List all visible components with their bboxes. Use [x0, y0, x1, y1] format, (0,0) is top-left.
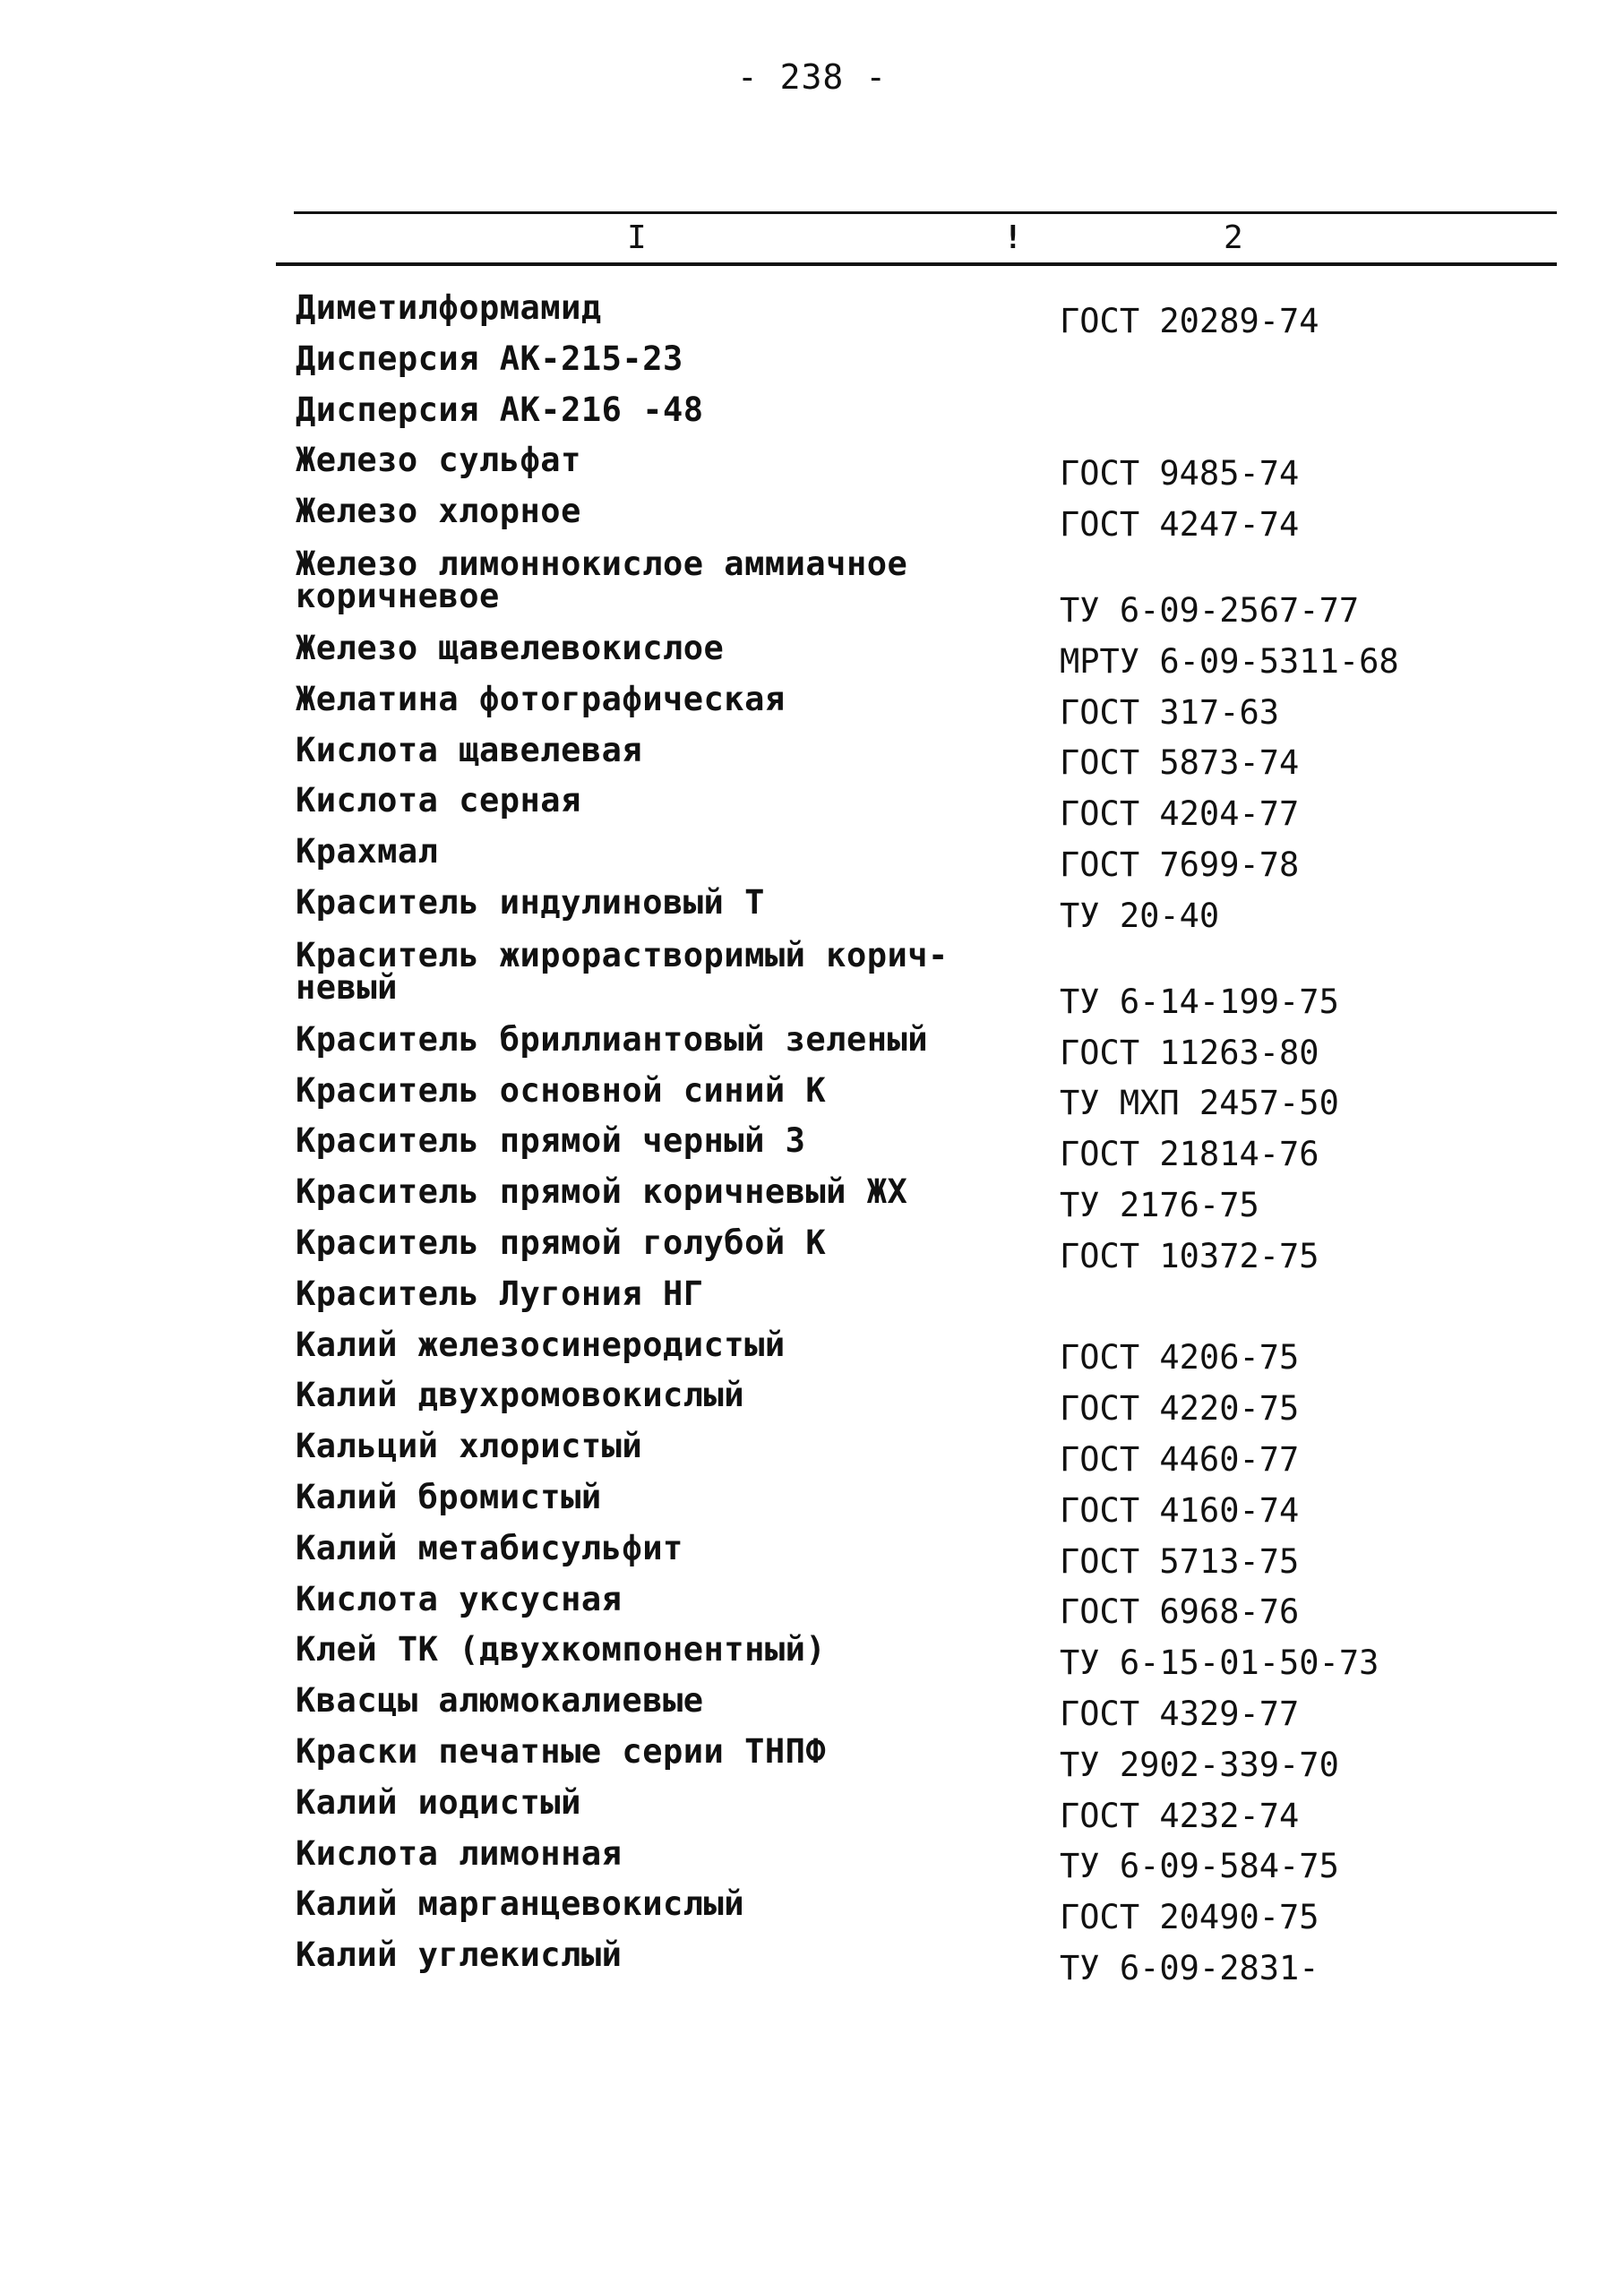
table-row [296, 779, 1568, 834]
table-row [296, 1730, 1568, 1784]
page-number: - 238 - [736, 57, 888, 97]
table-row [296, 1781, 1568, 1835]
table-row [296, 1018, 1568, 1072]
column-header-1: I [627, 219, 647, 256]
material-name: Краски печатные серии ТНПФ [296, 1731, 827, 1771]
standard-ref: ГОСТ 11263-80 [1060, 1033, 1319, 1072]
standard-ref: ГОСТ 20289-74 [1060, 301, 1319, 340]
standard-ref: ТУ 20-40 [1060, 896, 1220, 935]
material-name: Кислота уксусная [296, 1579, 623, 1618]
material-name: Калий углекислый [296, 1935, 623, 1975]
material-name: Калий метабисульфит [296, 1528, 683, 1567]
material-name: Квасцы алюмокалиевые [296, 1681, 704, 1721]
table-row [296, 1069, 1568, 1123]
table-row [296, 287, 1568, 338]
standard-ref: ТУ 2902-339-70 [1060, 1745, 1339, 1784]
standard-ref: ГОСТ 9485-74 [1060, 454, 1300, 494]
material-name: Дисперсия АК-216 -48 [296, 390, 704, 429]
standard-ref: ГОСТ 4232-74 [1060, 1796, 1300, 1835]
table-row [296, 338, 1568, 389]
standard-ref: ГОСТ 21814-76 [1060, 1135, 1319, 1174]
material-name: Диметилформамид [296, 288, 602, 327]
material-name: Краситель Лугония НГ [296, 1274, 704, 1313]
standard-ref: ГОСТ 6968-76 [1060, 1592, 1300, 1632]
standard-ref: ТУ 6-09-584-75 [1060, 1847, 1339, 1886]
standard-ref: ГОСТ 4204-77 [1060, 794, 1300, 834]
material-name: Желатина фотографическая [296, 679, 786, 718]
table-row [296, 1120, 1568, 1174]
material-name: Краситель прямой коричневый ЖХ [296, 1172, 908, 1212]
standard-ref: ГОСТ 4247-74 [1060, 504, 1300, 544]
table-row [296, 729, 1568, 783]
table-row [296, 932, 1568, 1021]
material-name: Калий железосинеродистый [296, 1325, 786, 1364]
material-name: Краситель основной синий К [296, 1070, 827, 1110]
standard-ref: ТУ 6-14-199-75 [1060, 982, 1339, 1021]
table-row [296, 1628, 1568, 1683]
standard-ref: ГОСТ 4206-75 [1060, 1338, 1300, 1378]
material-name: Краситель прямой голубой К [296, 1223, 827, 1262]
material-name: Железо лимоннокислое аммиачное коричневое [296, 544, 908, 615]
standard-ref: ГОСТ 4220-75 [1060, 1389, 1300, 1429]
table-row [296, 439, 1568, 494]
material-name: Краситель прямой черный З [296, 1121, 806, 1161]
material-name: Дисперсия АК-215-23 [296, 339, 683, 378]
material-name: Железо сульфат [296, 441, 581, 480]
table-row [296, 389, 1568, 440]
table-row [296, 1273, 1568, 1324]
table-header-rule [276, 262, 1557, 266]
material-name: Кислота лимонная [296, 1833, 623, 1873]
table-row [296, 1578, 1568, 1632]
material-name: Железо хлорное [296, 492, 581, 531]
table-row [296, 1883, 1568, 1937]
material-name: Крахмал [296, 832, 439, 871]
standard-ref: ГОСТ 10372-75 [1060, 1236, 1319, 1275]
material-name: Кислота щавелевая [296, 730, 643, 769]
standard-ref: ГОСТ 7699-78 [1060, 845, 1300, 884]
material-name: Калий марганцевокислый [296, 1884, 745, 1924]
table-row [296, 1222, 1568, 1273]
standard-ref: ГОСТ 5713-75 [1060, 1541, 1300, 1581]
table-row [296, 1679, 1568, 1733]
table-row [296, 678, 1568, 732]
material-name: Кальций хлористый [296, 1427, 643, 1466]
table-row [296, 1527, 1568, 1581]
standard-ref: ТУ 6-09-2831- [1060, 1948, 1319, 1987]
material-name: Калий двухромовокислый [296, 1376, 745, 1415]
standard-ref: ТУ 2176-75 [1060, 1185, 1259, 1224]
table-row [296, 541, 1568, 630]
table-row [296, 1425, 1568, 1479]
table-row [296, 1832, 1568, 1884]
standard-ref: ГОСТ 4329-77 [1060, 1694, 1300, 1733]
standard-ref: ТУ 6-15-01-50-73 [1060, 1644, 1379, 1683]
table-row [296, 1476, 1568, 1530]
material-name: Железо щавелевокислое [296, 628, 725, 667]
table-row [296, 830, 1568, 884]
material-name: Краситель жирорастворимый корич- невый [296, 935, 949, 1007]
table-row [296, 1324, 1568, 1378]
material-name: Калий иодистый [296, 1782, 581, 1822]
standard-ref: ГОСТ 4460-77 [1060, 1439, 1300, 1479]
table-row [296, 1171, 1568, 1222]
standard-ref: ТУ МХП 2457-50 [1060, 1084, 1339, 1123]
standard-ref: ГОСТ 5873-74 [1060, 743, 1300, 783]
table-row [296, 1374, 1568, 1429]
standard-ref: МРТУ 6-09-5311-68 [1060, 641, 1399, 681]
column-header-2: 2 [1224, 219, 1243, 256]
standard-ref: ГОСТ 20490-75 [1060, 1898, 1319, 1937]
standard-ref: ТУ 6-09-2567-77 [1060, 590, 1360, 630]
standard-ref: ГОСТ 4160-74 [1060, 1490, 1300, 1530]
column-separator: ! [1003, 219, 1023, 256]
table-row [296, 627, 1568, 681]
material-name: Калий бромистый [296, 1477, 602, 1516]
table-row [296, 490, 1568, 544]
material-name: Кислота серная [296, 781, 581, 820]
table-row [296, 1934, 1568, 1985]
material-name: Клей ТК (двухкомпонентный) [296, 1630, 827, 1669]
table-row [296, 881, 1568, 935]
table-body [296, 287, 1568, 1985]
standard-ref: ГОСТ 317-63 [1060, 692, 1280, 732]
material-name: Краситель бриллиантовый зеленый [296, 1019, 929, 1059]
material-name: Краситель индулиновый Т [296, 882, 765, 922]
table-top-rule [294, 211, 1557, 214]
